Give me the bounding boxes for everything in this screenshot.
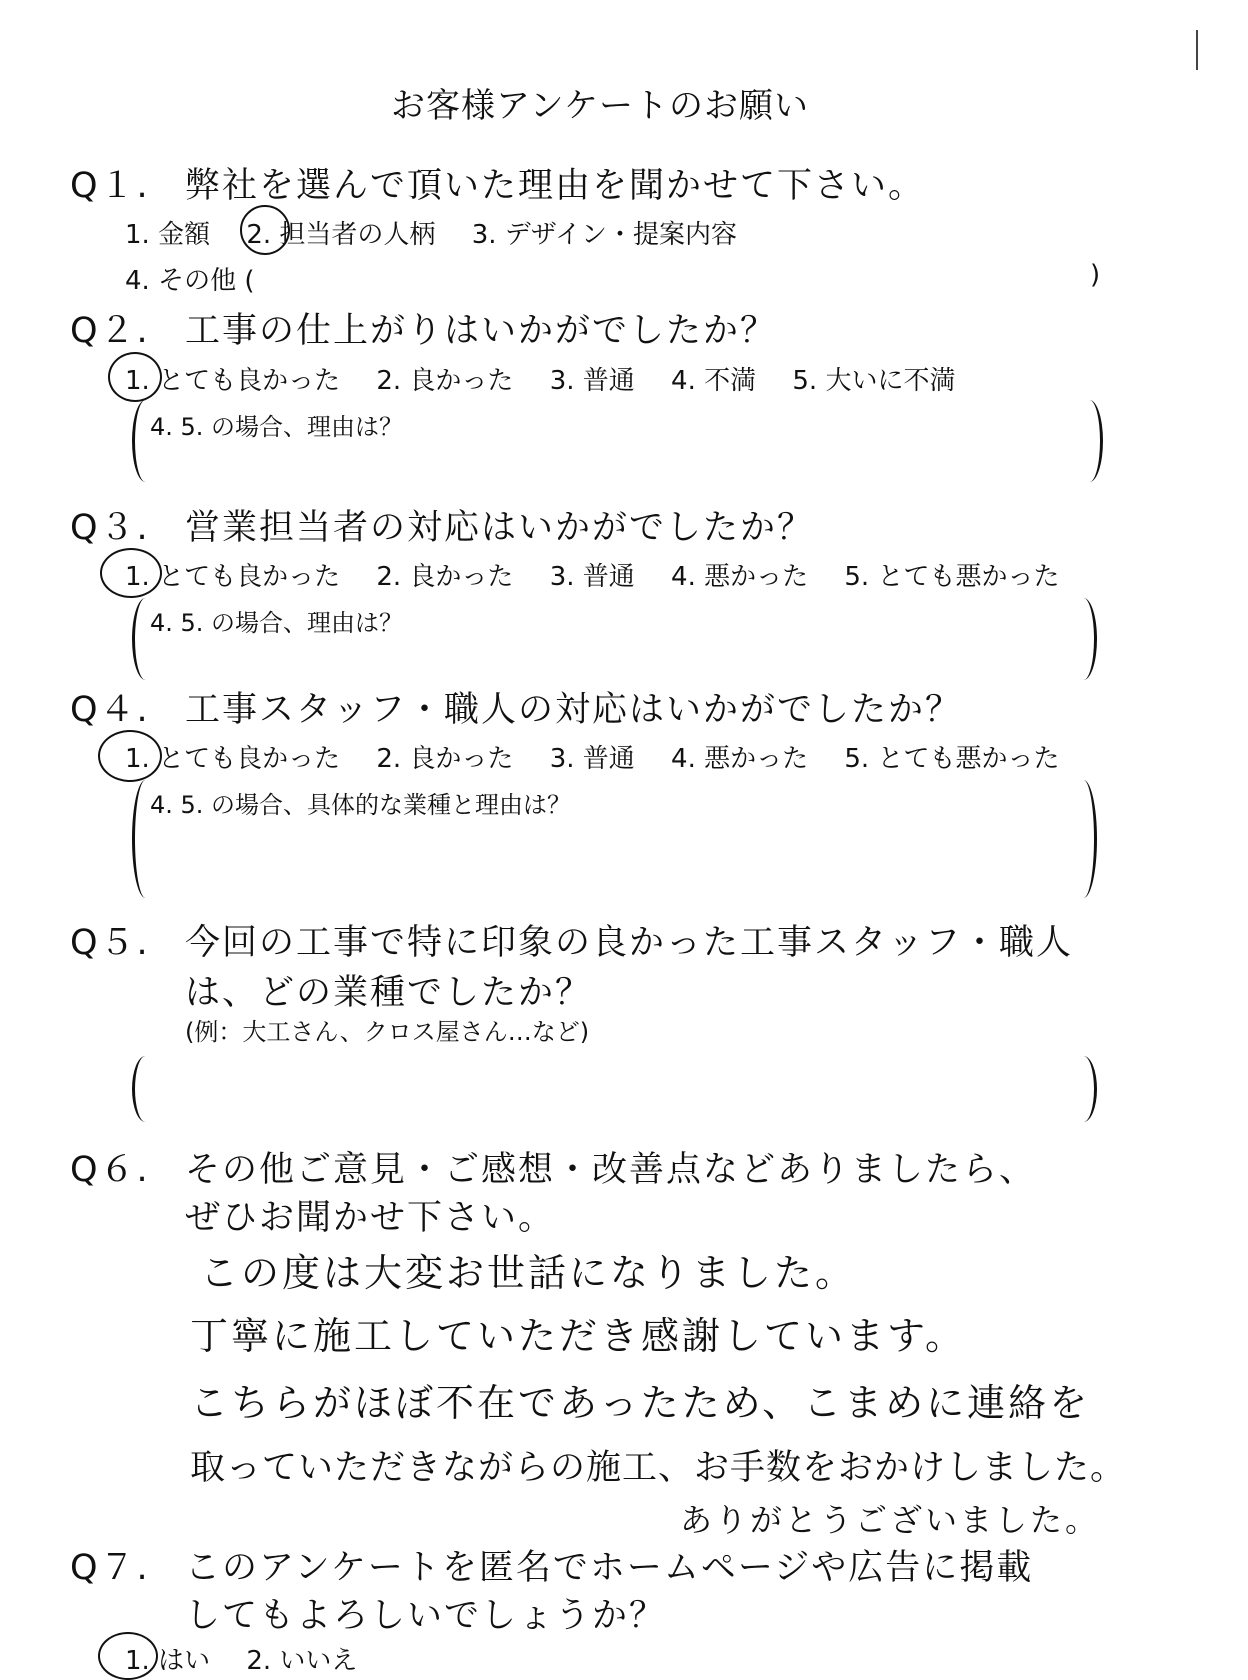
question-6-number: Q６. bbox=[70, 1150, 150, 1190]
q3-paren-left bbox=[132, 598, 159, 680]
q5-paren-left bbox=[132, 1056, 159, 1122]
paper-edge bbox=[1196, 30, 1198, 70]
question-5 bbox=[70, 915, 1073, 965]
q4-paren-left bbox=[132, 780, 159, 898]
question-6-text-line1: その他ご意見・ご感想・改善点などありましたら、 bbox=[185, 1150, 1037, 1190]
q3-option-4: 4. 悪かった bbox=[671, 562, 809, 592]
q4-option-3: 3. 普通 bbox=[549, 744, 635, 774]
q7-option-1: 1. はい bbox=[125, 1646, 211, 1676]
question-1-text: 弊社を選んで頂いた理由を聞かせて下さい。 bbox=[185, 166, 926, 206]
q5-example: (例：大工さん、クロス屋さん…など) bbox=[185, 1018, 590, 1046]
question-3 bbox=[70, 500, 814, 550]
question-7-number: Q７. bbox=[70, 1548, 150, 1588]
question-7-options bbox=[125, 1640, 385, 1677]
q3-option-1: 1. とても良かった bbox=[125, 562, 341, 592]
question-1 bbox=[70, 158, 925, 208]
q3-option-2: 2. 良かった bbox=[376, 562, 514, 592]
q1-option-2: 2. 担当者の人柄 bbox=[246, 220, 436, 250]
question-7-text-line1: このアンケートを匿名でホームページや広告に掲載 bbox=[185, 1548, 1034, 1588]
q4-option-4: 4. 悪かった bbox=[671, 744, 809, 774]
question-7 bbox=[70, 1540, 1033, 1590]
q4-note: 4. 5. の場合、具体的な業種と理由は？ bbox=[150, 791, 572, 819]
q2-option-3: 3. 普通 bbox=[549, 366, 635, 396]
question-5-text-line2: は、どの業種でしたか？ bbox=[185, 973, 593, 1013]
question-6 bbox=[70, 1142, 1036, 1192]
question-5-number: Q５. bbox=[70, 923, 150, 963]
handwritten-answer-line-1: この度は大変お世話になりました。 bbox=[200, 1251, 857, 1295]
question-3-text: 営業担当者の対応はいかがでしたか？ bbox=[185, 508, 815, 548]
q1-option-other: 4. その他 ( bbox=[125, 266, 255, 296]
q2-option-5: 5. 大いに不満 bbox=[792, 366, 956, 396]
q1-other-close: ) bbox=[1090, 260, 1101, 290]
question-2-text: 工事の仕上がりはいかがでしたか？ bbox=[185, 311, 778, 351]
q3-option-5: 5. とても悪かった bbox=[844, 562, 1060, 592]
q4-option-5: 5. とても悪かった bbox=[844, 744, 1060, 774]
q4-paren-right bbox=[1070, 780, 1097, 898]
question-1-number: Q１. bbox=[70, 166, 150, 206]
handwritten-answer-line-3: こちらがほぼ不在であったため、こまめに連絡を bbox=[190, 1381, 1091, 1425]
question-6-text-line2: ぜひお聞かせ下さい。 bbox=[185, 1198, 556, 1238]
question-2-options bbox=[125, 360, 983, 397]
question-4-options bbox=[125, 738, 1087, 775]
q2-option-4: 4. 不満 bbox=[671, 366, 757, 396]
question-1-options bbox=[125, 214, 765, 251]
question-4-text: 工事スタッフ・職人の対応はいかがでしたか？ bbox=[185, 690, 963, 730]
q2-paren-right bbox=[1076, 400, 1103, 482]
question-7-text-line2: してもよろしいでしょうか？ bbox=[185, 1596, 667, 1636]
q7-selected-circle bbox=[98, 1632, 158, 1680]
q4-option-1: 1. とても良かった bbox=[125, 744, 341, 774]
handwritten-answer-line-4: 取っていただきながらの施工、お手数をおかけしました。 bbox=[190, 1448, 1127, 1488]
q3-option-3: 3. 普通 bbox=[549, 562, 635, 592]
question-4-number: Q４. bbox=[70, 690, 150, 730]
q3-note: 4. 5. の場合、理由は？ bbox=[150, 609, 404, 637]
q2-note: 4. 5. の場合、理由は？ bbox=[150, 413, 404, 441]
q1-option-1: 1. 金額 bbox=[125, 220, 211, 250]
q2-paren-left bbox=[132, 400, 159, 482]
question-3-number: Q３. bbox=[70, 508, 150, 548]
q3-paren-right bbox=[1070, 598, 1097, 680]
question-2-number: Q２. bbox=[70, 311, 150, 351]
handwritten-answer-line-5: ありがとうございました。 bbox=[680, 1501, 1101, 1539]
q4-option-2: 2. 良かった bbox=[376, 744, 514, 774]
question-5-text-line1: 今回の工事で特に印象の良かった工事スタッフ・職人 bbox=[185, 923, 1074, 963]
q2-option-2: 2. 良かった bbox=[376, 366, 514, 396]
question-2 bbox=[70, 303, 777, 353]
q1-option-3: 3. デザイン・提案内容 bbox=[471, 220, 737, 250]
q1-selected-circle bbox=[240, 205, 290, 255]
question-3-options bbox=[125, 556, 1087, 593]
q5-paren-right bbox=[1070, 1056, 1097, 1122]
question-4 bbox=[70, 682, 962, 732]
handwritten-answer-line-2: 丁寧に施工していただき感謝しています。 bbox=[190, 1314, 966, 1358]
q3-selected-circle bbox=[100, 548, 162, 598]
page-title: お客様アンケートのお願い bbox=[391, 86, 809, 126]
q2-selected-circle bbox=[108, 352, 162, 402]
q7-option-2: 2. いいえ bbox=[246, 1646, 358, 1676]
q2-option-1: 1. とても良かった bbox=[125, 366, 341, 396]
q4-selected-circle bbox=[98, 730, 162, 782]
